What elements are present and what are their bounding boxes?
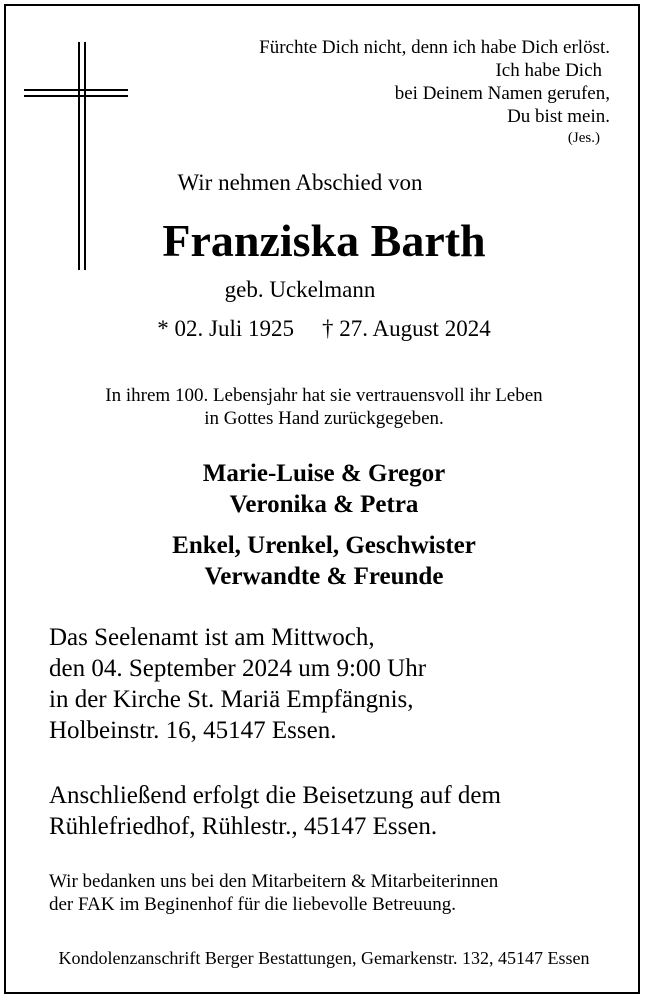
intro-text: Wir nehmen Abschied von — [177, 170, 423, 195]
service-info — [49, 622, 426, 746]
service-line: den 04. September 2024 um 9:00 Uhr — [49, 655, 427, 682]
mourners-children — [0, 458, 648, 520]
birth-name: geb. Uckelmann — [224, 277, 376, 302]
thanks-text — [49, 870, 498, 916]
service-line: Holbeinstr. 16, 45147 Essen. — [49, 717, 337, 744]
mourner-line: Veronika & Petra — [229, 491, 419, 518]
service-line: in der Kirche St. Mariä Empfängnis, — [49, 686, 414, 713]
death-date: † 27. August 2024 — [322, 316, 491, 341]
condolence-address: Kondolenzanschrift Berger Bestattungen, Gemarkenstr. 132, 45147 Essen — [58, 948, 590, 968]
verse-line: Du bist mein. — [507, 106, 610, 127]
mourner-line: Marie-Luise & Gregor — [202, 460, 446, 487]
thanks-line: Wir bedanken uns bei den Mitarbeitern & Mitarbeiterinnen — [49, 871, 499, 892]
verse-reference: (Jes.) — [567, 130, 600, 146]
service-line: Das Seelenamt ist am Mittwoch, — [49, 624, 375, 651]
verse-line: Fürchte Dich nicht, denn ich habe Dich erlöst. — [259, 37, 610, 58]
bible-verse — [259, 36, 610, 148]
burial-info — [49, 780, 501, 842]
birth-date: * 02. Juli 1925 — [157, 316, 295, 341]
deceased-name: Franziska Barth — [162, 215, 486, 266]
thanks-line: der FAK im Beginenhof für die liebevolle Betreuung. — [49, 894, 456, 915]
verse-line: Ich habe Dich — [495, 60, 602, 81]
verse-line: bei Deinem Namen gerufen, — [394, 83, 610, 104]
mourner-line: Verwandte & Freunde — [204, 563, 444, 590]
life-text-line: in Gottes Hand zurückgegeben. — [204, 408, 444, 429]
mourners-relatives — [0, 530, 648, 592]
burial-line: Rühlefriedhof, Rühlestr., 45147 Essen. — [49, 813, 438, 840]
mourner-line: Enkel, Urenkel, Geschwister — [172, 532, 476, 559]
burial-line: Anschließend erfolgt die Beisetzung auf dem — [49, 782, 501, 809]
life-text-line: In ihrem 100. Lebensjahr hat sie vertrauensvoll ihr Leben — [105, 385, 543, 406]
life-text — [0, 384, 648, 430]
life-dates — [0, 316, 648, 342]
